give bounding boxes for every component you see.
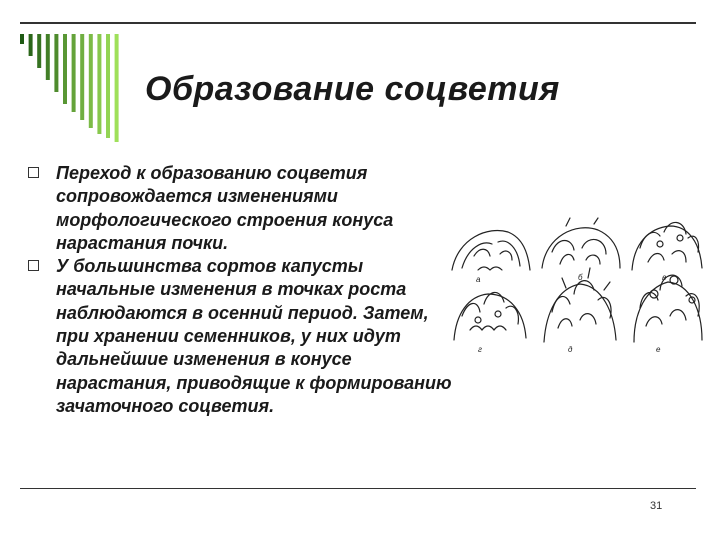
top-divider — [20, 22, 696, 24]
decorative-stripe — [63, 34, 67, 104]
bullet-item — [28, 162, 453, 255]
decorative-stripe — [106, 34, 110, 138]
sketch-c — [632, 222, 702, 270]
decorative-stripe — [89, 34, 93, 128]
decorative-stripe — [115, 34, 119, 142]
decorative-stripe — [72, 34, 76, 112]
page-number: 31 — [650, 500, 663, 512]
decorative-stripe — [54, 34, 58, 92]
decorative-stripe — [46, 34, 50, 80]
square-bullet-icon — [28, 167, 39, 178]
decorative-stripe — [97, 34, 101, 134]
decorative-stripes — [18, 34, 128, 144]
figure-label-d: д — [568, 345, 573, 354]
bottom-divider — [20, 488, 696, 489]
figure-label-g: г — [478, 345, 482, 354]
figure-label-b: б — [578, 273, 583, 282]
bullet-text: Переход к образованию соцветия сопровождается изменениями морфологического строения конуса нарастания почки. — [56, 163, 394, 253]
decorative-stripe — [37, 34, 41, 68]
square-bullet-icon — [28, 260, 39, 271]
inflorescence-sketch-figure — [448, 208, 706, 354]
bullet-text: У большинства сортов капусты начальные изменения в точках роста наблюдаются в осенний период. Затем, при хранении семенников, у них идут дальнейшие изменения в конусе нарастания, приводящие к формированию зачаточного соцветия. — [56, 256, 452, 416]
slide-title: Образование соцветия — [145, 70, 560, 108]
bullet-item — [28, 255, 453, 418]
sketch-a — [452, 231, 530, 270]
decorative-stripe — [20, 34, 24, 44]
figure-label-e: е — [656, 345, 661, 354]
figure-label-a: а — [476, 275, 481, 284]
decorative-stripe — [29, 34, 33, 56]
sketch-e — [634, 275, 702, 342]
sketch-b — [542, 218, 620, 268]
sketch-g — [454, 292, 526, 340]
bullet-list — [28, 162, 453, 418]
decorative-stripe — [80, 34, 84, 120]
figure-label-c: в — [662, 273, 667, 282]
